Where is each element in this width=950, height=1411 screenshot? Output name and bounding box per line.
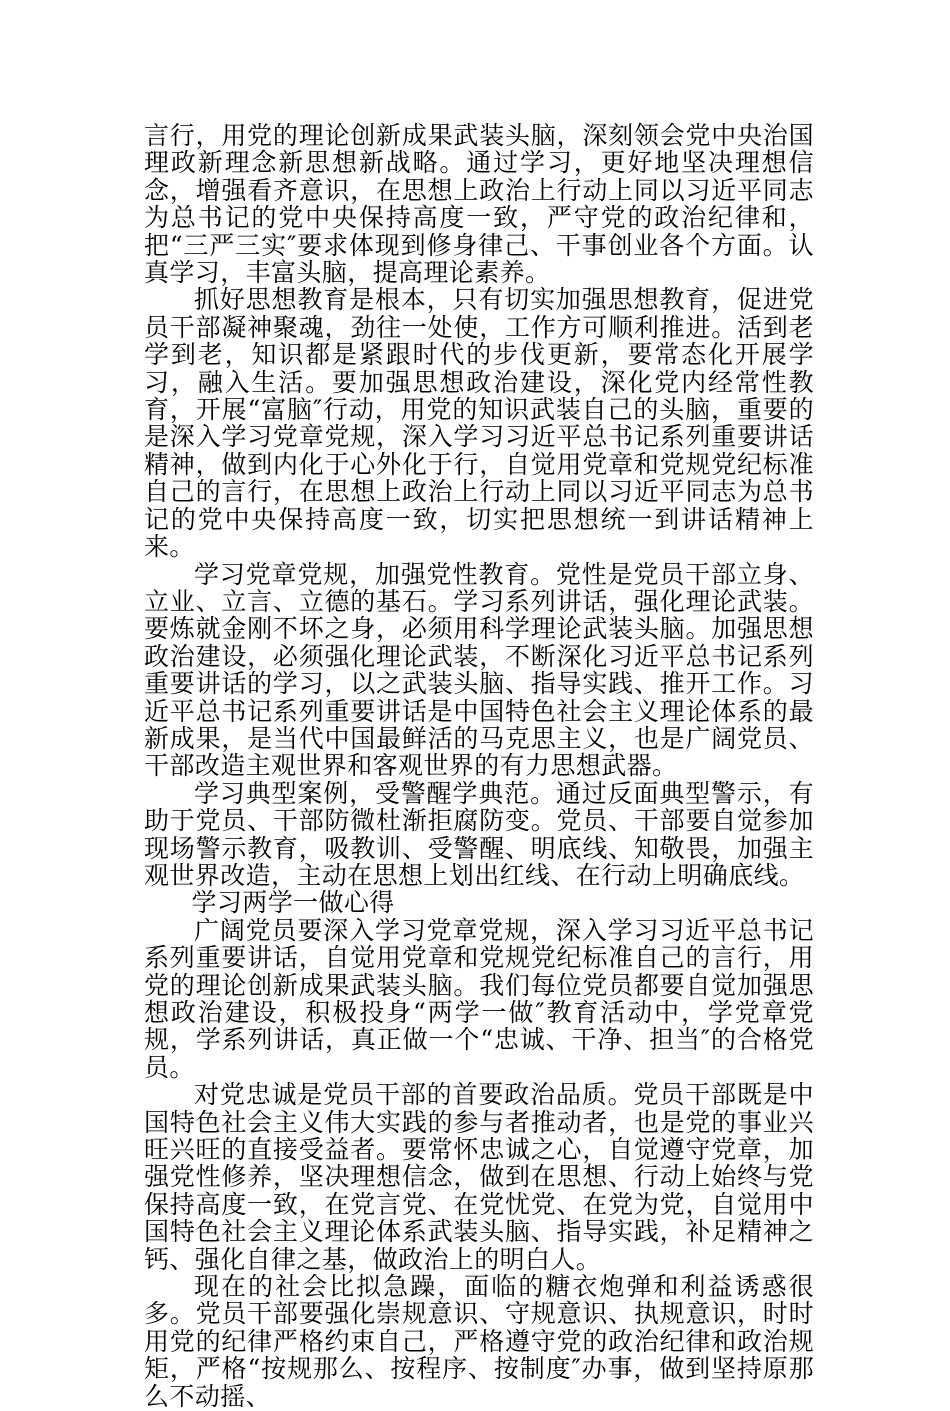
section-title: 学习两学一做心得 — [191, 888, 395, 918]
section-paragraph-2: 对党忠诚是党员干部的首要政治品质。党员干部既是中国特色社会主义伟大实践的参与者推动者，也是党的事业兴旺兴旺的直接受益者。要常怀忠诚之心，自觉遵守党章，加强党性修养，坚决理想信念，做到在思想、行动上始终与党保持高度一致，在党言党、在党忧党、在党为党，自觉用中国特色社会主义理论体系武装头脑、指导实践，补足精神之钙、强化自律之基，做政治上的明白人。 — [144, 1080, 814, 1274]
document-body — [144, 122, 814, 1410]
section-paragraph-3: 现在的社会比拟急躁，面临的糖衣炮弹和利益诱惑很多。党员干部要强化崇规意识、守规意识、执规意识，时时用党的纪律严格约束自己，严格遵守党的政治纪律和政治规矩，严格“按规那么、按程序、按制度″办事，做到坚持原那么不动摇、 — [144, 1272, 814, 1411]
paragraph-3: 学习党章党规，加强党性教育。党性是党员干部立身、立业、立言、立德的基石。学习系列讲话，强化理论武装。要炼就金刚不坏之身，必须用科学理论武装头脑。加强思想政治建设，必须强化理论武装，不断深化习近平总书记系列重要讲话的学习，以之武装头脑、指导实践、推开工作。习近平总书记系列重要讲话是中国特色社会主义理论体系的最新成果，是当代中国最鲜活的马克思主义，也是广阔党员、干部改造主观世界和客观世界的有力思想武器。 — [144, 559, 814, 781]
paragraph-4: 学习典型案例，受警醒学典范。通过反面典型警示，有助于党员、干部防微杜渐拒腐防变。党员、干部要自觉参加现场警示教育，吸教训、受警醒、明底线、知敬畏，加强主观世界改造，主动在思想上划出红线、在行动上明确底线。 — [144, 778, 814, 890]
section-paragraph-1: 广阔党员要深入学习党章党规，深入学习习近平总书记系列重要讲话，自觉用党章和党规党纪标准自己的言行，用党的理论创新成果武装头脑。我们每位党员都要自觉加强思想政治建设，积极投身“两学一做″教育活动中，学党章党规，学系列讲话，真正做一个“忠诚、干净、担当″的合格党员。 — [144, 915, 814, 1082]
paragraph-2: 抓好思想教育是根本，只有切实加强思想教育，促进党员干部凝神聚魂，劲往一处使，工作方可顺利推进。活到老学到老，知识都是紧跟时代的步伐更新，要常态化开展学习，融入生活。要加强思想政治建设，深化党内经常性教育，开展“富脑″行动，用党的知识武装自己的头脑，重要的是深入学习党章党规，深入学习习近平总书记系列重要讲话精神，做到内化于心外化于行，自觉用党章和党规党纪标准自己的言行，在思想上政治上行动上同以习近平同志为总书记的党中央保持高度一致，切实把思想统一到讲话精神上来。 — [144, 285, 814, 562]
paragraph-1: 言行，用党的理论创新成果武装头脑，深刻领会党中央治国理政新理念新思想新战略。通过学习，更好地坚决理想信念，增强看齐意识，在思想上政治上行动上同以习近平同志为总书记的党中央保持高度一致，严守党的政治纪律和，把“三严三实″要求体现到修身律己、干事创业各个方面。认真学习，丰富头脑，提高理论素养。 — [144, 121, 814, 288]
